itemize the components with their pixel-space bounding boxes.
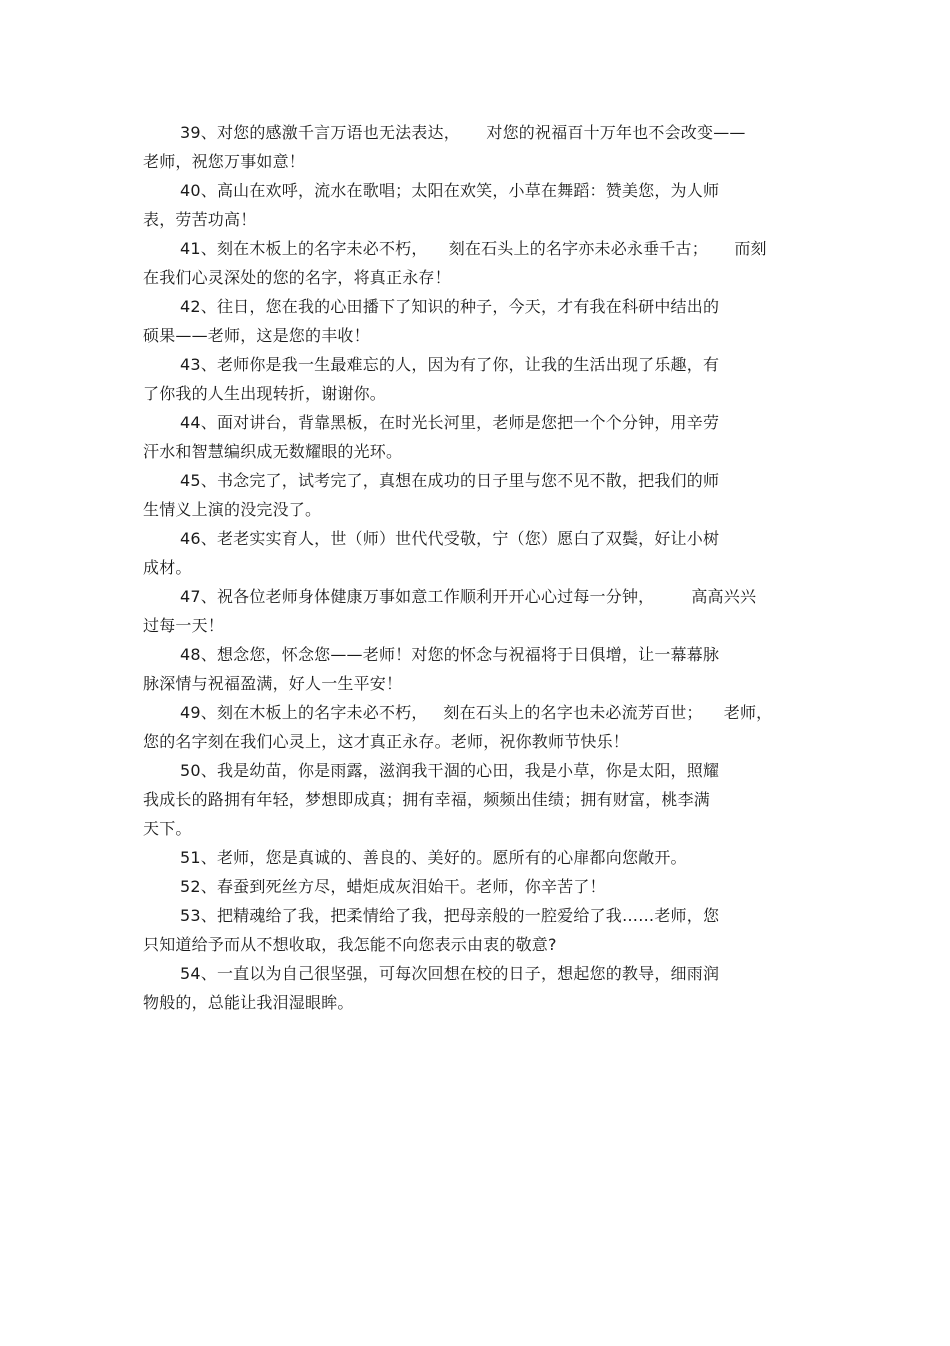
text-line: 41、刻在木板上的名字未必不朽， 刻在石头上的名字亦未必永垂千古； 而刻: [180, 239, 767, 258]
paragraph-53: [143, 901, 808, 959]
text-line: 50、我是幼苗，你是雨露，滋润我干涸的心田，我是小草，你是太阳，照耀: [180, 761, 720, 780]
text-line: 只知道给予而从不想收取，我怎能不向您表示由衷的敬意?: [143, 935, 557, 954]
text-line: 过每一天！: [143, 616, 225, 635]
text-line: 了你我的人生出现转折，谢谢你。: [143, 384, 387, 403]
text-line: 47、祝各位老师身体健康万事如意工作顺利开开心心过每一分钟， 高高兴兴: [180, 587, 757, 606]
text-line: 物般的，总能让我泪湿眼眸。: [143, 993, 354, 1012]
text-line: 您的名字刻在我们心灵上，这才真正永存。老师，祝你教师节快乐！: [143, 732, 630, 751]
paragraph-50: [143, 756, 808, 843]
paragraph-54: [143, 959, 808, 1017]
text-line: 39、对您的感激千言万语也无法表达， 对您的祝福百十万年也不会改变——: [180, 123, 746, 142]
text-line: 生情义上演的没完没了。: [143, 500, 322, 519]
paragraph-41: [143, 234, 808, 292]
text-line: 52、春蚕到死丝方尽，蜡炬成灰泪始干。老师，你辛苦了！: [180, 877, 606, 896]
text-line: 51、老师，您是真诚的、善良的、美好的。愿所有的心扉都向您敞开。: [180, 848, 687, 867]
text-line: 老师，祝您万事如意！: [143, 152, 306, 171]
paragraph-45: [143, 466, 808, 524]
text-line: 49、刻在木板上的名字未必不朽， 刻在石头上的名字也未必流芳百世； 老师，: [180, 703, 773, 722]
paragraph-43: [143, 350, 808, 408]
text-line: 我成长的路拥有年轻，梦想即成真；拥有幸福，频频出佳绩；拥有财富，桃李满: [143, 790, 711, 809]
text-line: 表，劳苦功高！: [143, 210, 257, 229]
text-line: 在我们心灵深处的您的名字，将真正永存！: [143, 268, 451, 287]
paragraph-39: [143, 118, 808, 176]
text-line: 硕果——老师，这是您的丰收！: [143, 326, 370, 345]
text-line: 40、高山在欢呼，流水在歌唱；太阳在欢笑，小草在舞蹈：赞美您，为人师: [180, 181, 720, 200]
document-body: [143, 118, 808, 1017]
paragraph-40: [143, 176, 808, 234]
paragraph-42: [143, 292, 808, 350]
text-line: 42、往日，您在我的心田播下了知识的种子，今天，才有我在科研中结出的: [180, 297, 720, 316]
text-line: 44、面对讲台，背靠黑板，在时光长河里，老师是您把一个个分钟，用辛劳: [180, 413, 720, 432]
text-line: 成材。: [143, 558, 192, 577]
paragraph-52: [143, 872, 808, 901]
text-line: 43、老师你是我一生最难忘的人，因为有了你，让我的生活出现了乐趣，有: [180, 355, 720, 374]
text-line: 48、想念您，怀念您——老师！对您的怀念与祝福将于日俱增，让一幕幕脉: [180, 645, 720, 664]
text-line: 53、把精魂给了我，把柔情给了我，把母亲般的一腔爱给了我……老师，您: [180, 906, 720, 925]
paragraph-46: [143, 524, 808, 582]
text-line: 45、书念完了，试考完了，真想在成功的日子里与您不见不散，把我们的师: [180, 471, 720, 490]
text-line: 46、老老实实育人，世（师）世代代受敬，宁（您）愿白了双鬓，好让小树: [180, 529, 720, 548]
paragraph-44: [143, 408, 808, 466]
paragraph-49: [143, 698, 808, 756]
text-line: 天下。: [143, 819, 192, 838]
text-line: 54、一直以为自己很坚强，可每次回想在校的日子，想起您的教导，细雨润: [180, 964, 720, 983]
paragraph-48: [143, 640, 808, 698]
text-line: 脉深情与祝福盈满，好人一生平安！: [143, 674, 403, 693]
paragraph-51: [143, 843, 808, 872]
text-line: 汗水和智慧编织成无数耀眼的光环。: [143, 442, 403, 461]
paragraph-47: [143, 582, 808, 640]
